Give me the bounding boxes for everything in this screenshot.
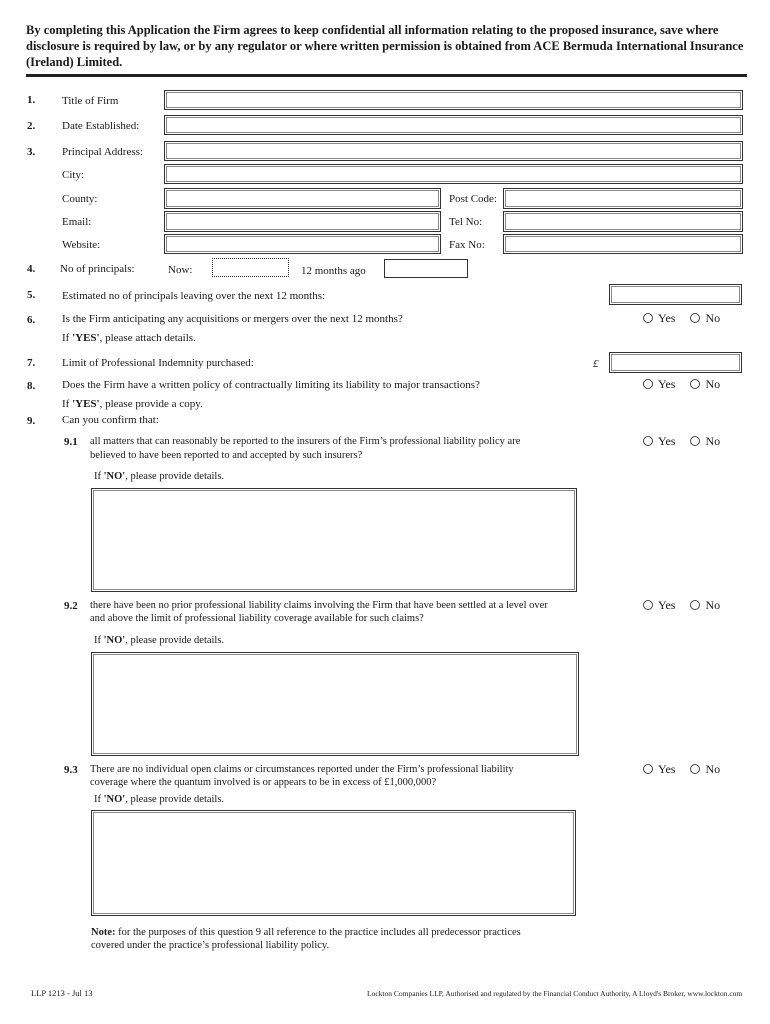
q9-3-yes-radio[interactable] bbox=[643, 764, 653, 774]
q9-3-yes-no: Yes No bbox=[643, 762, 720, 777]
note-line2: covered under the practice’s professional liability policy. bbox=[91, 940, 330, 951]
principals-leaving-field[interactable] bbox=[609, 284, 742, 305]
q7-label: Limit of Professional Indemnity purchased: bbox=[62, 357, 254, 369]
q8-label: Does the Firm have a written policy of contractually limiting its liability to major transactions? bbox=[62, 379, 480, 391]
tel-field[interactable] bbox=[503, 211, 743, 232]
q6-no-radio[interactable] bbox=[690, 313, 700, 323]
q9-1-yes-radio[interactable] bbox=[643, 436, 653, 446]
q5-number: 5. bbox=[27, 289, 36, 301]
q9-2-yes-radio[interactable] bbox=[643, 600, 653, 610]
q9-1-line2: believed to have been reported to and accepted by such insurers? bbox=[90, 450, 363, 461]
q9-3-line1: There are no individual open claims or circumstances reported under the Firm’s professional liability bbox=[90, 764, 514, 775]
q9-2-yes-no: Yes No bbox=[643, 598, 720, 613]
indemnity-limit-field[interactable] bbox=[609, 352, 742, 373]
q9-3-line2: coverage where the quantum involved is or appears to be in excess of £1,000,000? bbox=[90, 777, 437, 788]
q3-number: 3. bbox=[27, 146, 36, 158]
tel-label: Tel No: bbox=[449, 216, 483, 228]
q9-3-if-no: If 'NO', please provide details. bbox=[94, 794, 225, 805]
county-label: County: bbox=[62, 193, 98, 205]
q1-label: Title of Firm bbox=[62, 95, 119, 107]
q9-2-details-textarea[interactable] bbox=[91, 652, 579, 756]
q6-yes-radio[interactable] bbox=[643, 313, 653, 323]
q6-number: 6. bbox=[27, 314, 36, 326]
q4-number: 4. bbox=[27, 263, 36, 275]
q8-number: 8. bbox=[27, 380, 36, 392]
principal-address-field[interactable] bbox=[164, 141, 743, 161]
q9-2-line2: and above the limit of professional liability coverage available for such claims? bbox=[90, 613, 424, 624]
post-code-field[interactable] bbox=[503, 188, 743, 209]
q9-3-details-textarea[interactable] bbox=[91, 810, 576, 916]
fax-field[interactable] bbox=[503, 234, 743, 254]
q8-instruction: If 'YES', please provide a copy. bbox=[62, 398, 203, 410]
county-field[interactable] bbox=[164, 188, 441, 209]
post-code-label: Post Code: bbox=[449, 193, 497, 205]
city-field[interactable] bbox=[164, 164, 743, 184]
q5-label: Estimated no of principals leaving over the next 12 months: bbox=[62, 290, 326, 302]
q2-number: 2. bbox=[27, 120, 36, 132]
q9-1-line1: all matters that can reasonably be reported to the insurers of the Firm’s professional liability policy are bbox=[90, 436, 521, 447]
q8-yes-radio[interactable] bbox=[643, 379, 653, 389]
q8-yes-no: Yes No bbox=[643, 377, 720, 392]
title-of-firm-field[interactable] bbox=[164, 90, 743, 110]
q9-1-if-no: If 'NO', please provide details. bbox=[94, 471, 225, 482]
q9-2-number: 9.2 bbox=[64, 600, 78, 612]
q1-number: 1. bbox=[27, 94, 36, 106]
email-field[interactable] bbox=[164, 211, 441, 232]
q9-1-details-textarea[interactable] bbox=[91, 488, 577, 592]
city-label: City: bbox=[62, 169, 85, 181]
fax-label: Fax No: bbox=[449, 239, 485, 251]
q6-yes-no: Yes No bbox=[643, 311, 720, 326]
website-label: Website: bbox=[62, 239, 101, 251]
form-code: LLP 1213 - Jul 13 bbox=[31, 988, 93, 998]
q9-2-no-radio[interactable] bbox=[690, 600, 700, 610]
q9-1-number: 9.1 bbox=[64, 436, 78, 448]
q6-label: Is the Firm anticipating any acquisitions or mergers over the next 12 months? bbox=[62, 313, 403, 325]
principals-12-months-ago-field[interactable] bbox=[384, 259, 468, 278]
website-field[interactable] bbox=[164, 234, 441, 254]
principals-now-field[interactable] bbox=[212, 258, 289, 277]
q9-2-if-no: If 'NO', please provide details. bbox=[94, 635, 225, 646]
legal-footer: Lockton Companies LLP, Authorised and regulated by the Financial Conduct Authority, A Lloyd's Broker, www.lockton.com bbox=[367, 989, 743, 998]
q7-number: 7. bbox=[27, 357, 36, 369]
email-label: Email: bbox=[62, 216, 92, 228]
q9-label: Can you confirm that: bbox=[62, 414, 159, 426]
q9-1-yes-no: Yes No bbox=[643, 434, 720, 449]
ago-label: 12 months ago bbox=[301, 265, 366, 277]
date-established-field[interactable] bbox=[164, 115, 743, 135]
header-divider bbox=[26, 74, 747, 77]
q2-label: Date Established: bbox=[62, 120, 140, 132]
q9-3-no-radio[interactable] bbox=[690, 764, 700, 774]
q3-label: Principal Address: bbox=[62, 146, 143, 158]
q4-label: No of principals: bbox=[60, 263, 135, 275]
q6-instruction: If 'YES', please attach details. bbox=[62, 332, 196, 344]
q9-1-no-radio[interactable] bbox=[690, 436, 700, 446]
now-label: Now: bbox=[168, 264, 193, 276]
q9-3-number: 9.3 bbox=[64, 764, 78, 776]
q9-2-line1: there have been no prior professional liability claims involving the Firm that have been settled at a level over bbox=[90, 600, 548, 611]
currency-symbol: £ bbox=[593, 358, 599, 370]
q9-number: 9. bbox=[27, 415, 36, 427]
confidentiality-notice: By completing this Application the Firm agrees to keep confidential all information relating to the proposed insurance, save where disclosure is required by law, or by any regulator or where written permission is obtained from ACE Bermuda International Insurance (Ireland) Limited. bbox=[26, 23, 744, 69]
note-line1: Note: for the purposes of this question 9 all reference to the practice includes all predecessor practices bbox=[91, 927, 521, 938]
q8-no-radio[interactable] bbox=[690, 379, 700, 389]
